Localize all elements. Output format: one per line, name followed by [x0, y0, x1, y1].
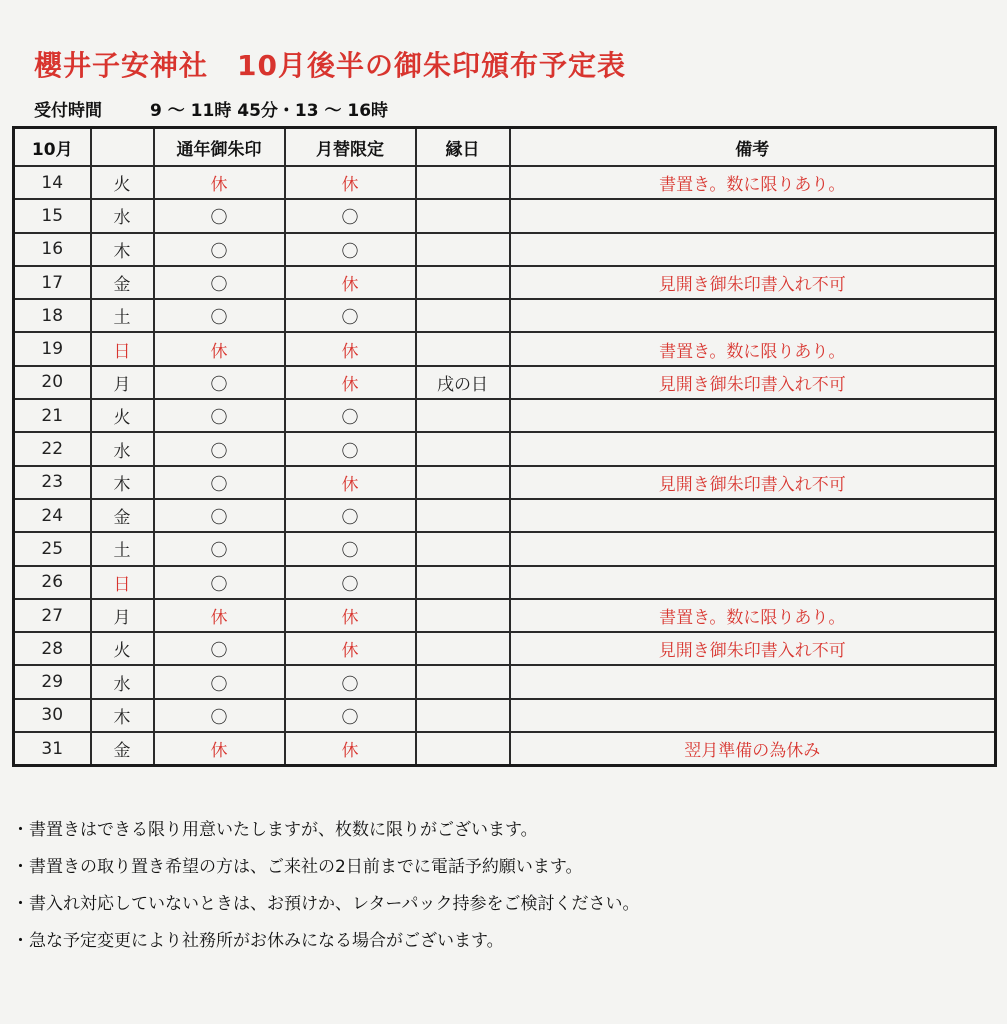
notes-cell: 見開き御朱印書入れ不可 [510, 366, 996, 399]
regular-goshuin-cell: 〇 [154, 566, 285, 599]
weekday-cell: 日 [91, 332, 154, 365]
monthly-limited-cell: 〇 [285, 499, 416, 532]
notes-cell: 見開き御朱印書入れ不可 [510, 632, 996, 665]
date-cell: 28 [14, 632, 91, 665]
weekday-cell: 日 [91, 566, 154, 599]
monthly-limited-cell: 休 [285, 466, 416, 499]
table-row [14, 299, 996, 332]
regular-goshuin-cell: 〇 [154, 665, 285, 698]
monthly-limited-cell: 〇 [285, 665, 416, 698]
date-cell: 22 [14, 432, 91, 465]
notes-cell [510, 199, 996, 232]
notes-cell: 翌月準備の為休み [510, 732, 996, 766]
weekday-cell: 水 [91, 199, 154, 232]
regular-goshuin-cell: 〇 [154, 199, 285, 232]
header-notes: 備考 [510, 128, 996, 167]
weekday-cell: 月 [91, 599, 154, 632]
notes-cell [510, 699, 996, 732]
regular-goshuin-cell: 〇 [154, 299, 285, 332]
weekday-cell: 土 [91, 299, 154, 332]
date-cell: 26 [14, 566, 91, 599]
weekday-cell: 金 [91, 266, 154, 299]
regular-goshuin-cell: 〇 [154, 366, 285, 399]
date-cell: 21 [14, 399, 91, 432]
regular-goshuin-cell: 〇 [154, 399, 285, 432]
table-row [14, 199, 996, 232]
ennichi-cell [416, 665, 510, 698]
table-row [14, 166, 996, 199]
page-title: 櫻井子安神社 10月後半の御朱印頒布予定表 [34, 49, 626, 82]
ennichi-cell: 戌の日 [416, 366, 510, 399]
table-row [14, 399, 996, 432]
weekday-cell: 土 [91, 532, 154, 565]
regular-goshuin-cell: 休 [154, 732, 285, 766]
table-row [14, 566, 996, 599]
table-row [14, 732, 996, 766]
date-cell: 14 [14, 166, 91, 199]
ennichi-cell [416, 699, 510, 732]
monthly-limited-cell: 休 [285, 732, 416, 766]
weekday-cell: 火 [91, 166, 154, 199]
monthly-limited-cell: 休 [285, 266, 416, 299]
regular-goshuin-cell: 〇 [154, 499, 285, 532]
regular-goshuin-cell: 〇 [154, 466, 285, 499]
date-cell: 19 [14, 332, 91, 365]
date-cell: 23 [14, 466, 91, 499]
weekday-cell: 水 [91, 432, 154, 465]
ennichi-cell [416, 233, 510, 266]
date-cell: 24 [14, 499, 91, 532]
footnote: ・書置きの取り置き希望の方は、ご来社の2日前までに電話予約願います。 [12, 857, 583, 877]
ennichi-cell [416, 299, 510, 332]
notes-cell: 見開き御朱印書入れ不可 [510, 466, 996, 499]
table-row [14, 432, 996, 465]
regular-goshuin-cell: 〇 [154, 532, 285, 565]
ennichi-cell [416, 332, 510, 365]
weekday-cell: 金 [91, 499, 154, 532]
weekday-cell: 木 [91, 233, 154, 266]
date-cell: 29 [14, 665, 91, 698]
regular-goshuin-cell: 〇 [154, 266, 285, 299]
table-row [14, 233, 996, 266]
notes-cell: 書置き。数に限りあり。 [510, 599, 996, 632]
date-cell: 30 [14, 699, 91, 732]
footnote: ・急な予定変更により社務所がお休みになる場合がございます。 [12, 931, 504, 951]
monthly-limited-cell: 休 [285, 332, 416, 365]
footnotes [12, 812, 639, 960]
table-row [14, 599, 996, 632]
header-month: 10月 [14, 128, 91, 167]
reception-hours-value: 9 ～ 11時 45分・13 ～ 16時 [150, 101, 389, 121]
header-regular-goshuin: 通年御朱印 [154, 128, 285, 167]
monthly-limited-cell: 〇 [285, 432, 416, 465]
table-row [14, 266, 996, 299]
notes-cell: 書置き。数に限りあり。 [510, 166, 996, 199]
ennichi-cell [416, 399, 510, 432]
ennichi-cell [416, 466, 510, 499]
weekday-cell: 木 [91, 699, 154, 732]
header-weekday [91, 128, 154, 167]
header-ennichi: 縁日 [416, 128, 510, 167]
date-cell: 17 [14, 266, 91, 299]
weekday-cell: 水 [91, 665, 154, 698]
monthly-limited-cell: 〇 [285, 199, 416, 232]
date-cell: 27 [14, 599, 91, 632]
monthly-limited-cell: 〇 [285, 399, 416, 432]
monthly-limited-cell: 〇 [285, 299, 416, 332]
regular-goshuin-cell: 休 [154, 599, 285, 632]
regular-goshuin-cell: 〇 [154, 432, 285, 465]
notes-cell [510, 432, 996, 465]
weekday-cell: 火 [91, 632, 154, 665]
notes-cell [510, 566, 996, 599]
ennichi-cell [416, 732, 510, 766]
date-cell: 16 [14, 233, 91, 266]
ennichi-cell [416, 599, 510, 632]
date-cell: 20 [14, 366, 91, 399]
notes-cell [510, 532, 996, 565]
monthly-limited-cell: 休 [285, 632, 416, 665]
table-row [14, 665, 996, 698]
ennichi-cell [416, 432, 510, 465]
monthly-limited-cell: 休 [285, 166, 416, 199]
regular-goshuin-cell: 〇 [154, 632, 285, 665]
notes-cell [510, 665, 996, 698]
date-cell: 25 [14, 532, 91, 565]
table-row [14, 699, 996, 732]
weekday-cell: 火 [91, 399, 154, 432]
reception-hours [34, 96, 388, 121]
table-row [14, 466, 996, 499]
table-row [14, 532, 996, 565]
date-cell: 31 [14, 732, 91, 766]
monthly-limited-cell: 休 [285, 599, 416, 632]
footnote: ・書入れ対応していないときは、お預けか、レターパック持参をご検討ください。 [12, 894, 640, 914]
date-cell: 15 [14, 199, 91, 232]
reception-hours-label: 受付時間 [34, 101, 102, 121]
date-cell: 18 [14, 299, 91, 332]
weekday-cell: 金 [91, 732, 154, 766]
schedule-table [12, 126, 997, 767]
monthly-limited-cell: 〇 [285, 699, 416, 732]
ennichi-cell [416, 199, 510, 232]
regular-goshuin-cell: 休 [154, 166, 285, 199]
regular-goshuin-cell: 休 [154, 332, 285, 365]
table-row [14, 366, 996, 399]
footnote: ・書置きはできる限り用意いたしますが、枚数に限りがございます。 [12, 820, 538, 840]
weekday-cell: 月 [91, 366, 154, 399]
table-row [14, 632, 996, 665]
schedule-rows [14, 166, 996, 766]
regular-goshuin-cell: 〇 [154, 233, 285, 266]
table-row [14, 499, 996, 532]
notes-cell [510, 399, 996, 432]
header-monthly-limited: 月替限定 [285, 128, 416, 167]
monthly-limited-cell: 休 [285, 366, 416, 399]
table-header-row [14, 128, 996, 167]
notes-cell [510, 233, 996, 266]
weekday-cell: 木 [91, 466, 154, 499]
ennichi-cell [416, 632, 510, 665]
ennichi-cell [416, 532, 510, 565]
ennichi-cell [416, 266, 510, 299]
ennichi-cell [416, 499, 510, 532]
monthly-limited-cell: 〇 [285, 233, 416, 266]
table-row [14, 332, 996, 365]
notes-cell: 書置き。数に限りあり。 [510, 332, 996, 365]
monthly-limited-cell: 〇 [285, 566, 416, 599]
monthly-limited-cell: 〇 [285, 532, 416, 565]
ennichi-cell [416, 566, 510, 599]
notes-cell [510, 299, 996, 332]
regular-goshuin-cell: 〇 [154, 699, 285, 732]
notes-cell [510, 499, 996, 532]
notes-cell: 見開き御朱印書入れ不可 [510, 266, 996, 299]
ennichi-cell [416, 166, 510, 199]
